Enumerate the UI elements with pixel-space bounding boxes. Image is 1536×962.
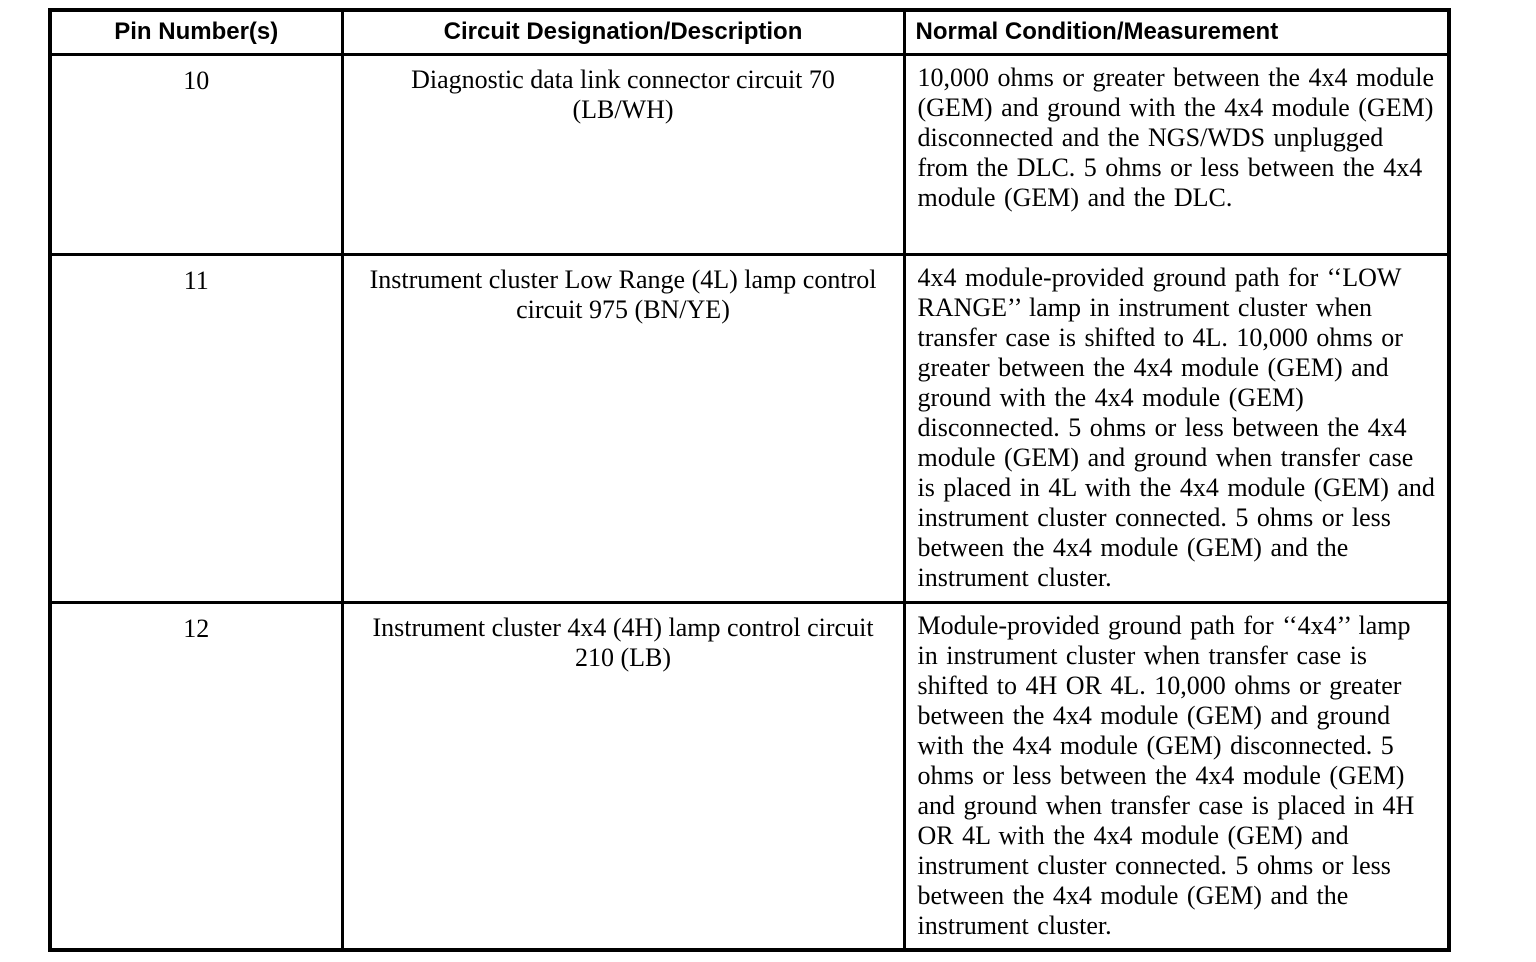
table-row (50, 54, 1449, 254)
pin-number-cell: 11 (50, 254, 342, 602)
table-header-row (50, 10, 1449, 54)
pin-number-cell: 10 (50, 54, 342, 254)
circuit-description-cell: Diagnostic data link connector circuit 70 (LB/WH) (342, 54, 904, 254)
column-header-normal-condition: Normal Condition/Measurement (904, 10, 1449, 54)
circuit-description-cell: Instrument cluster 4x4 (4H) lamp control circuit 210 (LB) (342, 602, 904, 950)
normal-condition-cell: 4x4 module-provided ground path for ‘‘LOW RANGE’’ lamp in instrument cluster when transfer case is shifted to 4L. 10,000 ohms or greater between the 4x4 module (GEM) and ground with the 4x4 module (GEM) disconnected. 5 ohms or less between the 4x4 module (GEM) and ground when transfer case is placed in 4L with the 4x4 module (GEM) and instrument cluster connected. 5 ohms or less between the 4x4 module (GEM) and the instrument cluster. (904, 254, 1449, 602)
pin-number-cell: 12 (50, 602, 342, 950)
circuit-description-cell: Instrument cluster Low Range (4L) lamp control circuit 975 (BN/YE) (342, 254, 904, 602)
column-header-pin-numbers: Pin Number(s) (50, 10, 342, 54)
normal-condition-cell: 10,000 ohms or greater between the 4x4 module (GEM) and ground with the 4x4 module (GEM) disconnected and the NGS/WDS unplugged from the DLC. 5 ohms or less between the 4x4 module (GEM) and the DLC. (904, 54, 1449, 254)
column-header-circuit-designation: Circuit Designation/Description (342, 10, 904, 54)
pinout-table (48, 8, 1451, 952)
table-row (50, 254, 1449, 602)
normal-condition-cell: Module-provided ground path for ‘‘4x4’’ lamp in instrument cluster when transfer case is shifted to 4H OR 4L. 10,000 ohms or greater between the 4x4 module (GEM) and ground with the 4x4 module (GEM) disconnected. 5 ohms or less between the 4x4 module (GEM) and ground when transfer case is placed in 4H OR 4L with the 4x4 module (GEM) and instrument cluster connected. 5 ohms or less between the 4x4 module (GEM) and the instrument cluster. (904, 602, 1449, 950)
table-row (50, 602, 1449, 950)
